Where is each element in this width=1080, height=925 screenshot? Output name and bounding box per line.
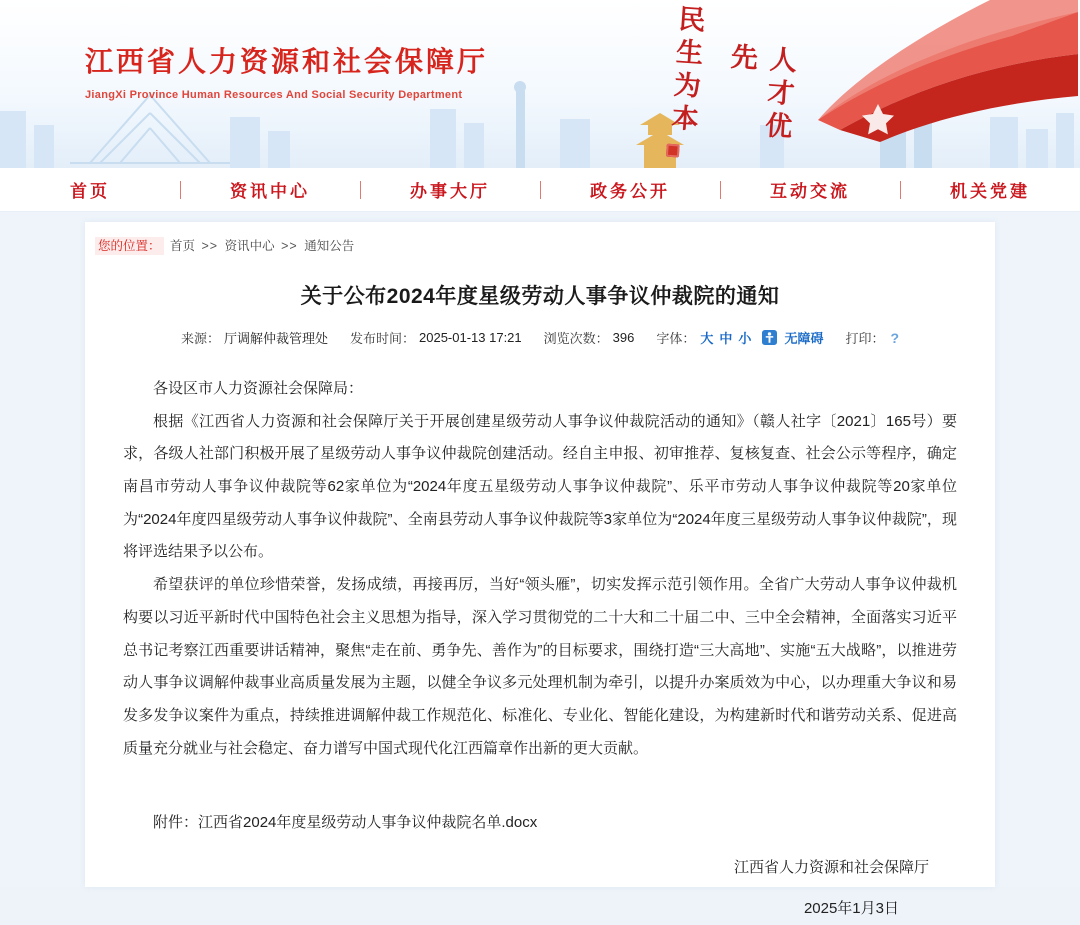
nav-item-party-building[interactable]: 机关党建 [900,168,1080,211]
content-panel [85,222,995,917]
paragraph-announcement: 根据《江西省人力资源和社会保障厅关于开展创建星级劳动人事争议仲裁院活动的通知》（赣人社字〔2021〕165号）要求，各级人社部门积极开展了星级劳动人事争议仲裁院创建活动。经自主申报、初审推荐、复核复查、社会公示等程序，确定南昌市劳动人事争议仲裁院等62家单位为“2024年度五星级劳动人事争议仲裁院”、乐平市劳动人事争议仲裁院等20家单位为“2024年度四星级劳动人事争议仲裁院”、全南县劳动人事争议仲裁院等3家单位为“2024年度三星级劳动人事争议仲裁院”，现将评选结果予以公布。 [123,412,957,561]
signature: 江西省人力资源和社会保障厅 [733,858,929,876]
main-nav [0,168,1080,212]
nav-item-interaction[interactable]: 互动交流 [720,168,900,211]
font-size-large-button[interactable]: 大 [700,331,714,346]
site-title: 江西省人力资源和社会保障厅 [85,46,489,77]
breadcrumb [85,222,995,254]
nav-item-news-center[interactable]: 资讯中心 [180,168,360,211]
site-logo [85,40,488,101]
breadcrumb-prefix: 您的位置： [95,237,164,255]
paragraph-salutation: 各设区市人力资源社会保障局： [153,380,364,397]
print-label: 打印： [845,331,885,346]
attachment-link[interactable]: 江西省2024年度星级劳动人事争议仲裁院名单.docx [198,814,538,832]
site-header [0,0,1080,168]
nav-item-home[interactable]: 首页 [70,182,110,201]
flag-graphic [808,0,1080,162]
accessibility-icon[interactable] [762,330,777,345]
nav-item-service-hall[interactable]: 办事大厅 [360,168,540,211]
attachment-line [123,807,957,840]
accessibility-button[interactable]: 无障碍 [784,331,824,346]
breadcrumb-home[interactable]: 首页 [170,239,196,253]
article-date: 2025年1月3日 [803,899,899,917]
font-size-medium-button[interactable]: 中 [719,331,733,346]
font-size-label: 字体： [656,331,696,346]
publish-time-value: 2025-01-13 17:21 [419,330,522,345]
breadcrumb-separator: >> [201,239,219,253]
article-title: 关于公布2024年度星级劳动人事争议仲裁院的通知 [300,285,780,308]
paragraph-expectations: 希望获评的单位珍惜荣誉，发扬成绩，再接再厉，当好“领头雁”，切实发挥示范引领作用。全省广大劳动人事争议仲裁机构要以习近平新时代中国特色社会主义思想为指导，深入学习贯彻党的二十大和二十届二中、三中全会精神，全面落实习近平总书记考察江西重要讲话精神，聚焦“走在前、勇争先、善作为”的目标要求，围绕打造“三大高地”、实施“五大战略”，以推进劳动人事争议调解仲裁事业高质量发展为主题，以健全争议多元处理机制为牵引，以提升办案质效为中心，以办理重大争议和易发多发争议案件为重点，持续推进调解仲裁工作规范化、标准化、专业化、智能化建设，为构建新时代和谐劳动关系、促进高质量充分就业与社会稳定、奋力谱写中国式现代化江西篇章作出新的更大贡献。 [123,576,957,757]
slogan-line1: 民生为本 [665,3,706,138]
views-value: 396 [612,330,635,345]
site-subtitle: JiangXi Province Human Resources And Social Security Department [85,89,463,101]
slogan-line2: 人才优先 [724,41,797,146]
breadcrumb-separator: >> [281,239,298,253]
font-size-small-button[interactable]: 小 [738,331,752,346]
content-area [0,212,1080,917]
source-value: 厅调解仲裁管理处 [223,331,328,346]
article-meta [85,328,995,347]
views-label: 浏览次数： [543,331,609,346]
article-body [85,347,995,925]
nav-item-gov-affairs[interactable]: 政务公开 [540,168,720,211]
attachment-label: 附件： [153,814,199,832]
source-label: 来源： [180,331,220,346]
publish-time-label: 发布时间： [349,331,415,346]
printer-icon[interactable]: ? [890,329,900,346]
seal-icon [666,144,680,158]
breadcrumb-news-center[interactable]: 资讯中心 [224,239,275,253]
breadcrumb-notices[interactable]: 通知公告 [304,239,355,253]
slogan-calligraphy [660,4,803,168]
